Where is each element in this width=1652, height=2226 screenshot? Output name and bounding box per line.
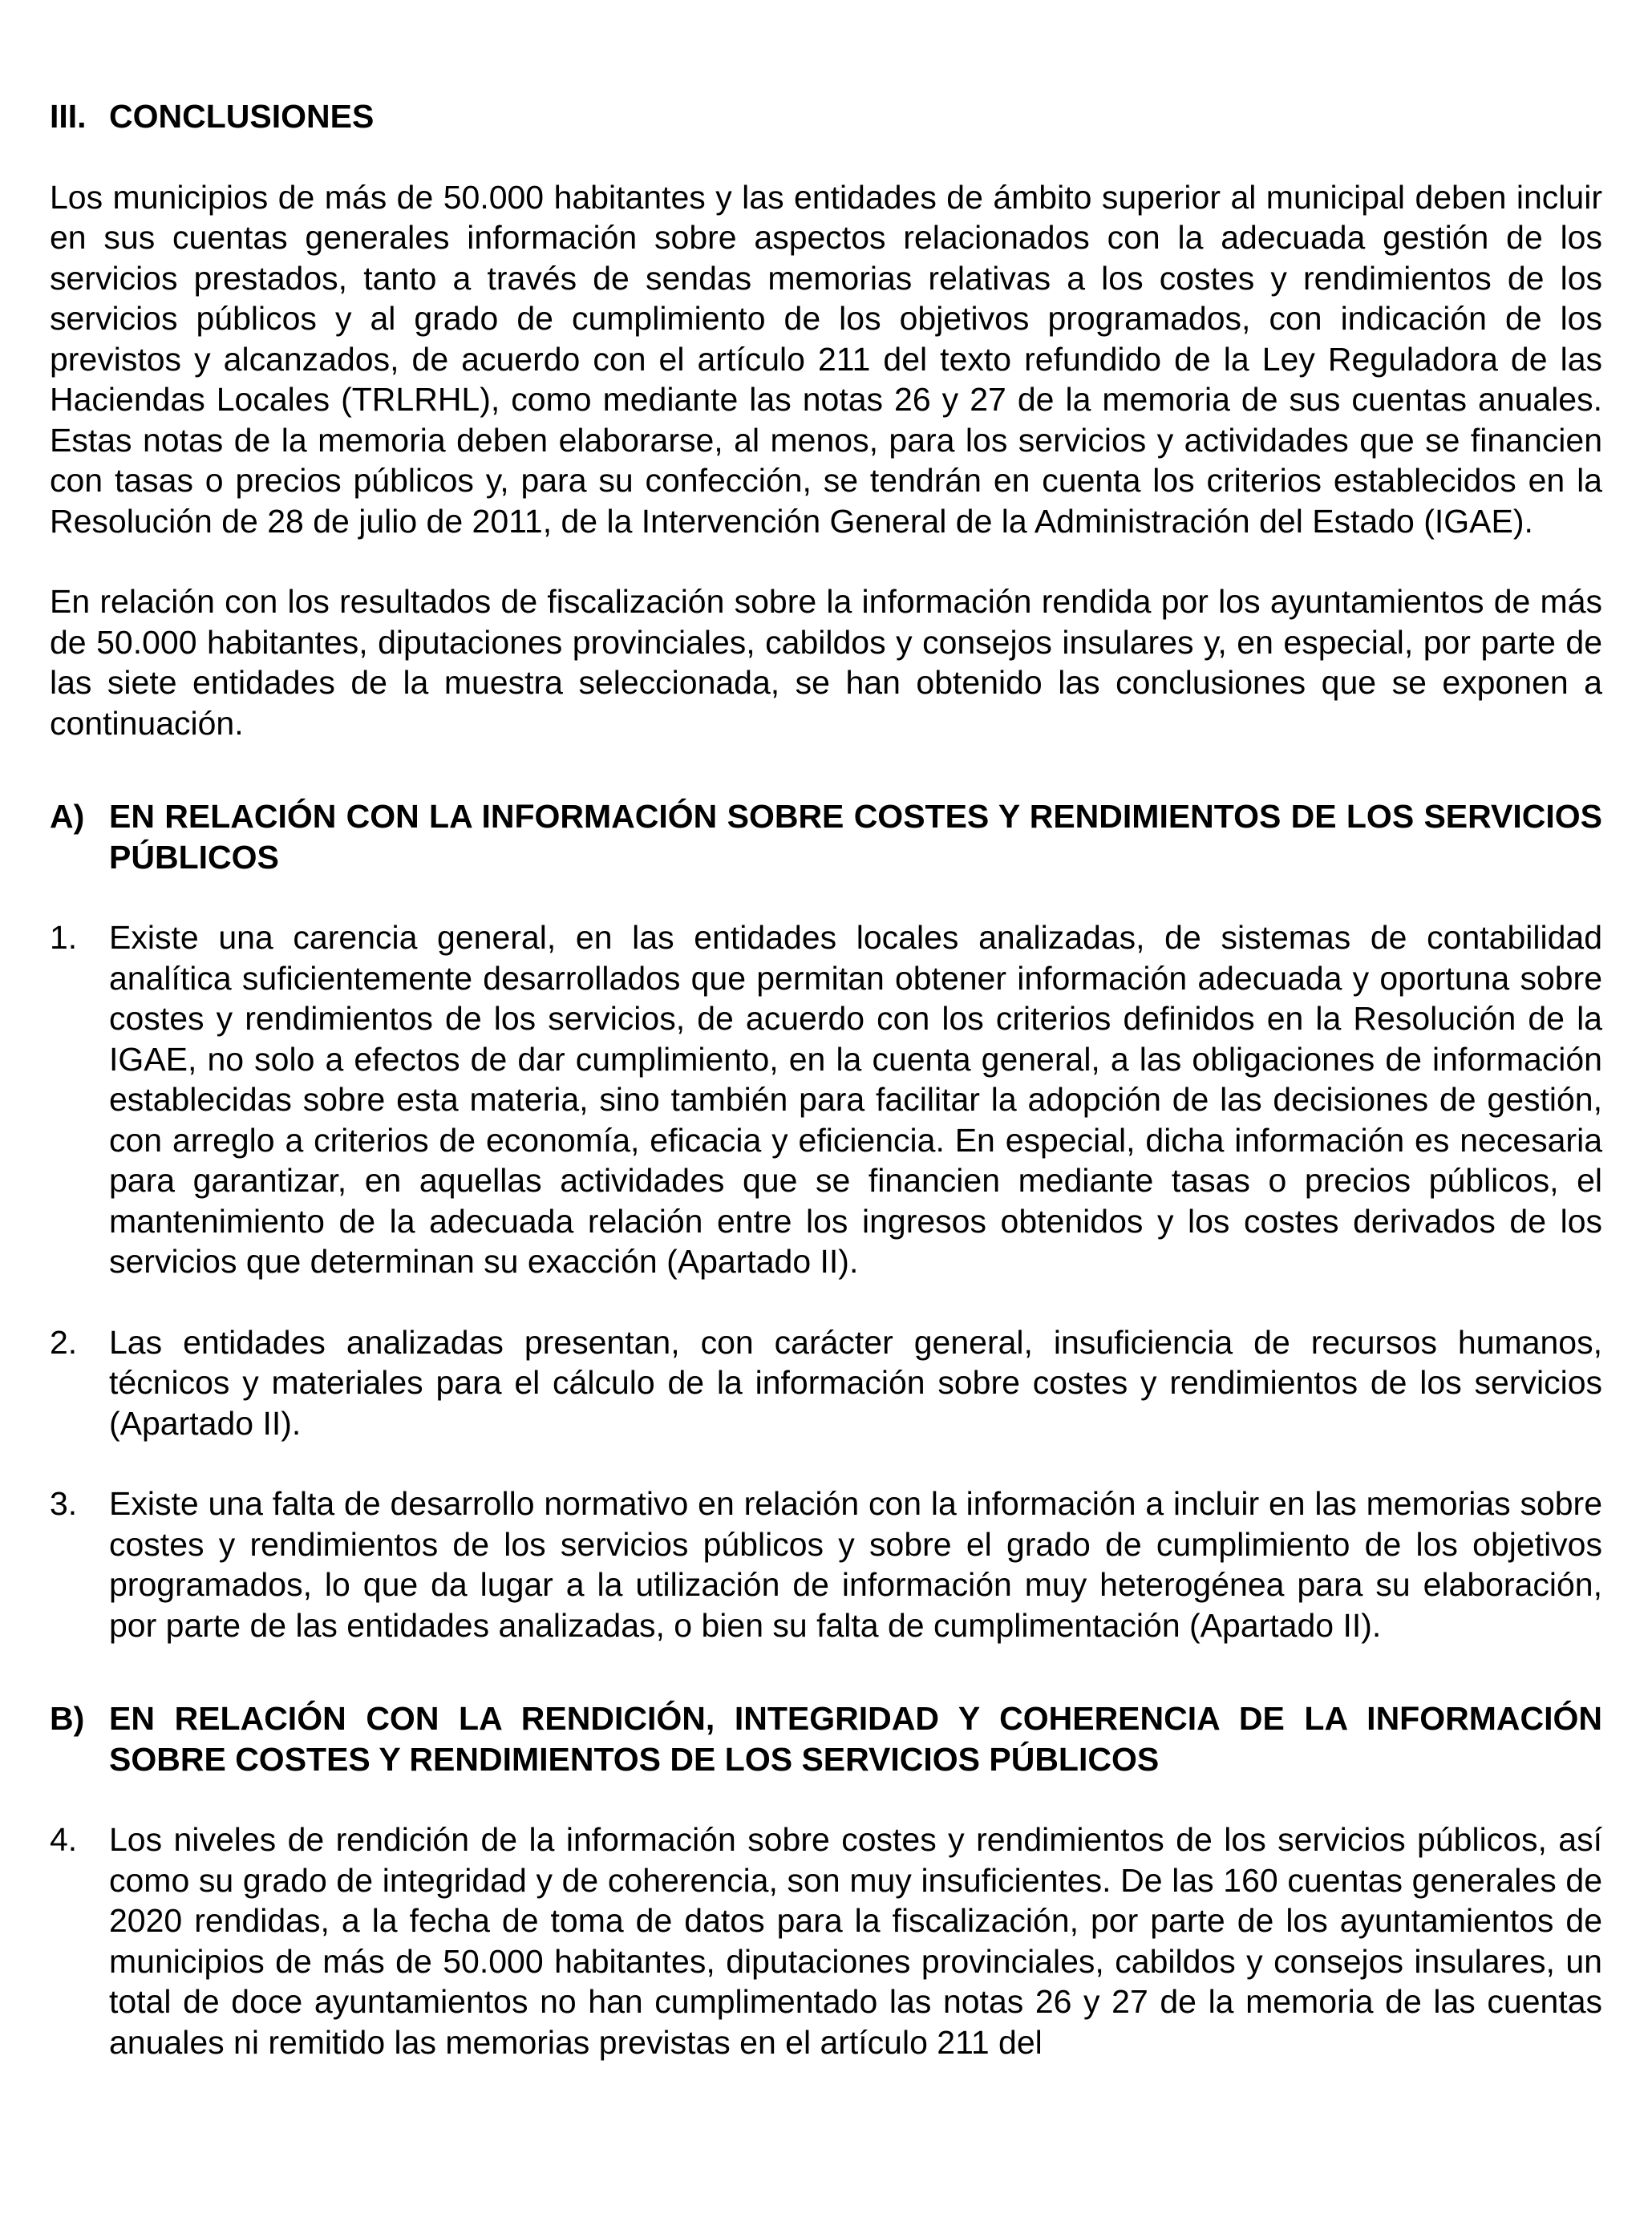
section-number: III.	[50, 98, 87, 135]
item-text: Los niveles de rendición de la información sobre costes y rendimientos de los servicios públicos, así como su grado de integridad y de coherencia, son muy insuficientes. De las 160 cuentas generales de 2020 rendidas, a la fecha de toma de datos para la fiscalización, por parte de los ayuntamientos de municipios de más de 50.000 habitantes, diputaciones provinciales, cabildos y consejos insulares, un total de doce ayuntamientos no han cumplimentado las notas 26 y 27 de la memoria de las cuentas anuales ni remitido las memorias previstas en el artículo 211 del	[109, 1821, 1602, 2061]
section-heading	[50, 96, 1602, 137]
paragraph-intro: Los municipios de más de 50.000 habitantes y las entidades de ámbito superior al municipal deben incluir en sus cuentas generales información sobre aspectos relacionados con la adecuada gestión de los servicios prestados, tanto a través de sendas memorias relativas a los costes y rendimientos de los servicios públicos y al grado de cumplimiento de los objetivos programados, con indicación de los previstos y alcanzados, de acuerdo con el artículo 211 del texto refundido de la Ley Reguladora de las Haciendas Locales (TRLRHL), como mediante las notas 26 y 27 de la memoria de sus cuentas anuales. Estas notas de la memoria deben elaborarse, al menos, para los servicios y actividades que se financien con tasas o precios públicos y, para su confección, se tendrán en cuenta los criterios establecidos en la Resolución de 28 de julio de 2011, de la Intervención General de la Administración del Estado (IGAE).	[50, 178, 1602, 540]
subsection-a-marker: A)	[50, 798, 85, 835]
subsection-b-heading	[50, 1698, 1602, 1779]
section-title: CONCLUSIONES	[109, 98, 375, 135]
conclusion-item-4	[50, 1819, 1602, 2062]
subsection-b-title: EN RELACIÓN CON LA RENDICIÓN, INTEGRIDAD Y COHERENCIA DE LA INFORMACIÓN SOBRE COSTES Y RENDIMIENTOS DE LOS SERVICIOS PÚBLICOS	[109, 1700, 1602, 1778]
conclusion-item-1	[50, 917, 1602, 1282]
document-page	[50, 96, 1602, 2062]
subsection-a-title: EN RELACIÓN CON LA INFORMACIÓN SOBRE COSTES Y RENDIMIENTOS DE LOS SERVICIOS PÚBLICOS	[109, 798, 1602, 876]
subsection-a-heading	[50, 796, 1602, 877]
item-number: 4.	[50, 1821, 78, 1858]
item-text: Existe una falta de desarrollo normativo en relación con la información a incluir en las memorias sobre costes y rendimientos de los servicios públicos y sobre el grado de cumplimiento de los objetivos programados, lo que da lugar a la utilización de información muy heterogénea para su elaboración, por parte de las entidades analizadas, o bien su falta de cumplimentación (Apartado II).	[109, 1485, 1602, 1644]
conclusion-item-2	[50, 1322, 1602, 1444]
paragraph-results: En relación con los resultados de fiscalización sobre la información rendida por los ayuntamientos de más de 50.000 habitantes, diputaciones provinciales, cabildos y consejos insulares y, en especial, por parte de las siete entidades de la muestra seleccionada, se han obtenido las conclusiones que se exponen a continuación.	[50, 583, 1602, 742]
item-number: 2.	[50, 1323, 78, 1361]
subsection-b-marker: B)	[50, 1700, 85, 1737]
item-number: 1.	[50, 919, 78, 956]
item-text: Existe una carencia general, en las entidades locales analizadas, de sistemas de contabilidad analítica suficientemente desarrollados que permitan obtener información adecuada y oportuna sobre costes y rendimientos de los servicios, de acuerdo con los criterios definidos en la Resolución de la IGAE, no solo a efectos de dar cumplimiento, en la cuenta general, a las obligaciones de información establecidas sobre esta materia, sino también para facilitar la adopción de las decisiones de gestión, con arreglo a criterios de economía, eficacia y eficiencia. En especial, dicha información es necesaria para garantizar, en aquellas actividades que se financien mediante tasas o precios públicos, el mantenimiento de la adecuada relación entre los ingresos obtenidos y los costes derivados de los servicios que determinan su exacción (Apartado II).	[109, 919, 1602, 1280]
item-text: Las entidades analizadas presentan, con carácter general, insuficiencia de recursos humanos, técnicos y materiales para el cálculo de la información sobre costes y rendimientos de los servicios (Apartado II).	[109, 1323, 1602, 1442]
item-number: 3.	[50, 1485, 78, 1522]
conclusion-item-3	[50, 1483, 1602, 1645]
